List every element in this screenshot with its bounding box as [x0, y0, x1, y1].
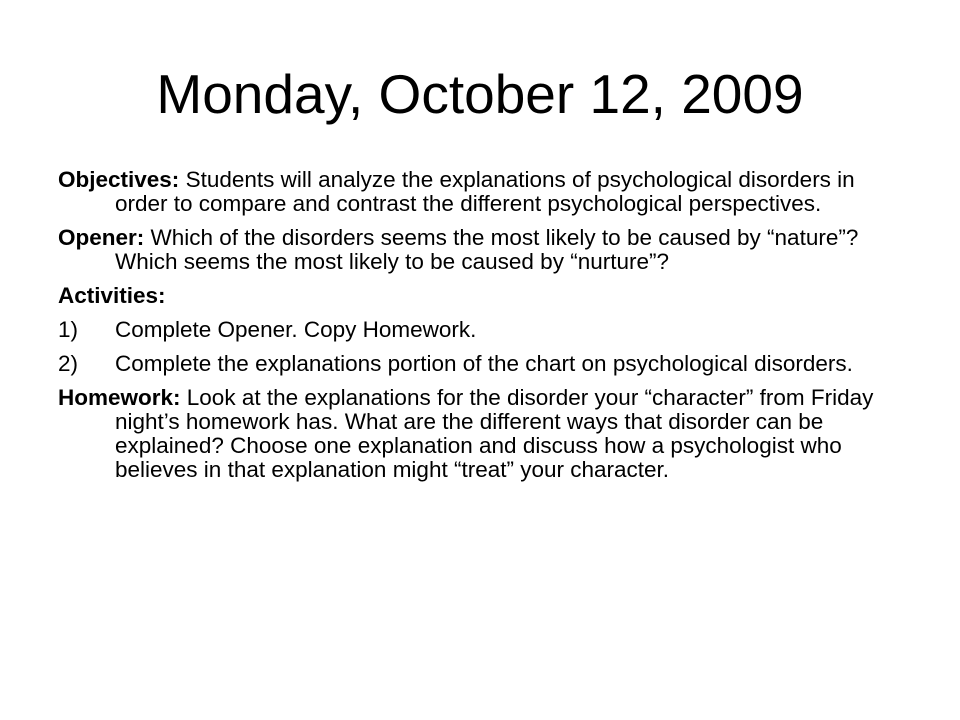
opener-label: Opener: — [58, 225, 145, 250]
homework-paragraph — [58, 386, 908, 482]
homework-text: Look at the explanations for the disorder your “character” from Friday night’s homework has. What are the different ways that disorder can be explained? Choose one explanation and discuss how a psychologist who believes in that explanation might “treat” your character. — [115, 385, 874, 482]
slide-body — [58, 168, 908, 492]
activity-item — [58, 352, 908, 376]
activity-number: 1) — [58, 317, 79, 342]
activities-heading: Activities: — [58, 283, 166, 308]
activity-text: Complete Opener. Copy Homework. — [115, 317, 477, 342]
activity-text: Complete the explanations portion of the chart on psychological disorders. — [115, 351, 853, 376]
objectives-label: Objectives: — [58, 167, 180, 192]
objectives-paragraph — [58, 168, 908, 216]
opener-text: Which of the disorders seems the most likely to be caused by “nature”? Which seems the most likely to be caused by “nurture”? — [115, 225, 859, 274]
activity-number: 2) — [58, 351, 79, 376]
opener-paragraph — [58, 226, 908, 274]
objectives-text: Students will analyze the explanations of psychological disorders in order to compare and contrast the different psychological perspectives. — [115, 167, 855, 216]
slide-title: Monday, October 12, 2009 — [156, 63, 804, 125]
homework-label: Homework: — [58, 385, 181, 410]
activity-item — [58, 318, 908, 342]
